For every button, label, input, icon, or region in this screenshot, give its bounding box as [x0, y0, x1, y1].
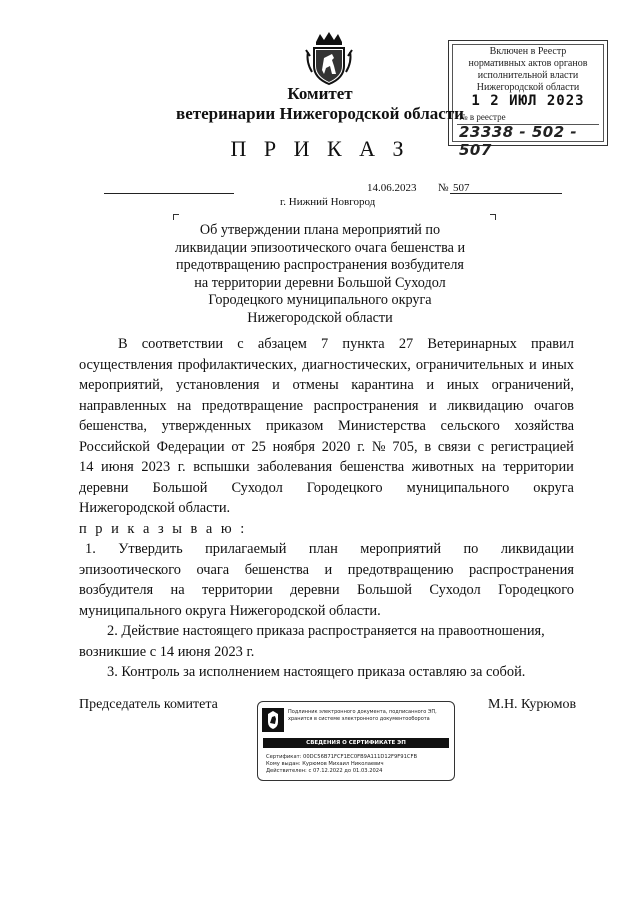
- preamble-line-text-word: 25: [251, 438, 266, 455]
- ecert-cert-value: 00DC56B71FCF1EC0FB9A111D12F9F91CFB: [303, 754, 418, 760]
- preamble-line-text-word: с: [477, 438, 484, 455]
- ecert-cert-row: [266, 754, 417, 761]
- item1-line-text-word: ликвидации: [500, 541, 574, 557]
- order-subject: [150, 222, 490, 328]
- committee-name-line1: Комитет: [287, 84, 353, 103]
- preamble-line: [79, 416, 574, 437]
- subject-line: на территории деревни Большой Суходол: [194, 274, 446, 291]
- preamble-line-text-word: округа: [533, 479, 574, 496]
- preamble-line-text-word: предотвращение: [201, 397, 304, 414]
- ecert-valid-label: Действителен:: [266, 768, 307, 774]
- preamble-line-text-word: отмены: [292, 377, 339, 393]
- item1-line-text-word: возбудителя: [79, 582, 154, 598]
- preamble-line-text-word: Российской: [79, 438, 150, 455]
- city: г. Нижний Новгород: [280, 196, 376, 208]
- preamble-line: [79, 334, 574, 355]
- item1-line: [79, 580, 574, 601]
- item1-line-text-word: 1.: [85, 541, 96, 557]
- preamble-line-text-word: в: [424, 438, 432, 455]
- preamble-line-text-word: г.: [177, 459, 186, 475]
- preamble-line-text-word: №: [371, 438, 386, 455]
- preamble-line: [79, 375, 574, 396]
- preamble-last-line: Нижегородской области.: [79, 500, 231, 516]
- preamble-line-text-word: регистрацией: [490, 438, 574, 455]
- ecert-header: [288, 709, 452, 722]
- bracket-left: [173, 214, 179, 220]
- order-number-label: №: [438, 182, 449, 194]
- signatory-name: М.Н. Курюмов: [488, 697, 577, 712]
- preamble-line-text-word: направленных: [79, 397, 167, 414]
- item3-line: 3. Контроль за исполнением настоящего приказа оставляю за собой.: [107, 664, 526, 680]
- item1-line-text-word: территории: [202, 582, 273, 598]
- preamble-line-text-word: мероприятий,: [79, 377, 164, 393]
- order-number: 507: [453, 182, 470, 194]
- item1-line-text-word: Большой: [356, 582, 412, 598]
- preamble-line-text-word: Городецкого: [306, 479, 383, 496]
- item1-line-text-word: план: [308, 541, 338, 557]
- preamble-line-text-word: деревни: [79, 479, 129, 496]
- ecert-header-line: хранится в системе электронного документооборота: [288, 715, 430, 722]
- ecert-valid-value: с 07.12.2022 до 01.03.2024: [308, 768, 383, 774]
- stamp-line: исполнительной власти: [477, 70, 579, 81]
- preamble-line-text-word: г.: [357, 438, 366, 455]
- bracket-right: [490, 214, 496, 220]
- item1-line-text-word: на: [170, 582, 185, 598]
- item1-line-text-word: очага: [196, 561, 230, 578]
- ecert-owner-label: Кому выдан:: [266, 761, 301, 767]
- preamble-line: [79, 396, 574, 417]
- preamble-line-text-word: ликвидацию: [447, 397, 524, 414]
- preamble-line-text-word: осуществления: [79, 356, 173, 373]
- item2-line: возникшие с 14 июня 2023 г.: [79, 643, 255, 660]
- item1-line-text-word: мероприятий: [360, 541, 442, 557]
- ecert-title-bar: СВЕДЕНИЯ О СЕРТИФИКАТЕ ЭП: [263, 738, 449, 748]
- committee-name-line2: ветеринарии Нижегородской области: [176, 104, 464, 123]
- subject-line: Об утверждении плана мероприятий по: [199, 222, 441, 238]
- preamble-line-text-word: и: [429, 397, 437, 414]
- item2-line: 2. Действие настоящего приказа распространяется на правоотношения,: [107, 623, 545, 639]
- subject-line: Городецкого муниципального округа: [208, 292, 432, 309]
- preamble-line-text-word: заболевания: [257, 459, 333, 475]
- item1-line-text-word: предотвращению: [347, 561, 454, 578]
- item1-line-text-word: по: [463, 541, 479, 557]
- preamble-line-text-word: карантина: [351, 377, 414, 393]
- preamble-line-text-word: сельского: [440, 418, 500, 434]
- preamble-line-text-word: от: [231, 438, 245, 455]
- item1-line: [79, 539, 574, 560]
- preamble-line-text-word: ограничений,: [491, 377, 574, 393]
- preamble-line-text-word: и: [528, 356, 537, 373]
- item1-line: [79, 560, 574, 581]
- preamble-line-text-word: Ветеринарных: [427, 336, 517, 352]
- preamble-line-text-word: на: [177, 397, 192, 414]
- preamble-line-text-word: абзацем: [257, 336, 307, 352]
- order-date: 14.06.2023: [367, 182, 417, 194]
- preamble-line-text-word: и: [272, 377, 280, 393]
- ecert-header-line: Подлинник электронного документа, подписанного ЭП,: [288, 709, 437, 715]
- ecert-owner-value: Курюмов Михаил Николаевич: [302, 761, 384, 767]
- preamble-line-text-word: бешенства: [339, 459, 405, 475]
- preamble-line-text-word: В: [118, 336, 128, 352]
- preamble-line-text-word: на: [481, 459, 496, 475]
- stamp-date: 1 2 ИЮЛ 2023: [471, 93, 585, 109]
- preamble-line-text-word: бешенства,: [79, 418, 147, 434]
- stamp-registry-label: № в реестре: [459, 112, 506, 122]
- preamble-line-text-word: ограничительных: [415, 356, 524, 373]
- stamp-registry-number: 23338 - 502 - 507: [459, 123, 578, 159]
- preamble-line-text-word: 7: [321, 336, 329, 352]
- item1-line-text-word: Утвердить: [118, 541, 183, 557]
- preamble-line-text-word: Суходол: [231, 479, 283, 496]
- stamp-line: Нижегородской области: [476, 82, 580, 93]
- item1-line-text-word: эпизоотического: [79, 561, 181, 578]
- preamble-line-text-word: 705,: [392, 438, 418, 455]
- preamble-line: [79, 457, 574, 478]
- item1-line-text-word: Суходол: [429, 582, 481, 598]
- preamble-line-text-word: приказом: [265, 418, 324, 434]
- preamble-line-text-word: иных: [446, 377, 479, 393]
- preamble-line-text-word: профилактических,: [177, 356, 298, 373]
- preamble-line-text-word: очагов: [533, 397, 574, 414]
- order-word: п р и к а з ы в а ю :: [79, 520, 247, 537]
- preamble-line-text-word: 2020: [321, 438, 351, 455]
- ecert-valid-row: [266, 768, 382, 775]
- item1-line-text-word: и: [324, 561, 333, 578]
- preamble-line: [79, 437, 574, 458]
- preamble-line-text-word: 27: [398, 336, 414, 352]
- item1-line-text-word: распространения: [468, 561, 574, 578]
- item1-last-line: муниципального округа Нижегородской области.: [79, 602, 381, 619]
- preamble-line-text-word: утвержденных: [161, 418, 252, 434]
- preamble-line-text-word: территории: [503, 459, 574, 475]
- e-signature-emblem-icon: [262, 708, 284, 732]
- preamble-line-text-word: июня: [101, 459, 134, 475]
- preamble-line-text-word: 2023: [141, 459, 171, 475]
- preamble-line-text-word: Федерации: [156, 438, 225, 455]
- preamble-line-text-word: соответствии: [141, 336, 224, 352]
- subject-line: Нижегородской области: [247, 309, 393, 326]
- preamble-line: [79, 478, 574, 499]
- preamble-line-text-word: вспышки: [193, 459, 250, 475]
- preamble-line-text-word: муниципального: [406, 479, 510, 496]
- item1-line-text-word: деревни: [290, 582, 340, 598]
- e-signature-certificate: [257, 701, 455, 781]
- preamble-line-text-word: ноября: [272, 438, 315, 455]
- item1-line-text-word: прилагаемый: [205, 541, 287, 557]
- stamp-line: нормативных актов органов: [468, 58, 588, 69]
- preamble-line-text-word: диагностических,: [302, 356, 411, 373]
- document-type: П Р И К А З: [230, 136, 410, 161]
- item1-line-text-word: бешенства: [244, 561, 310, 578]
- signatory-position: Председатель комитета: [79, 697, 218, 712]
- stamp-line: Включен в Реестр: [489, 46, 567, 57]
- ecert-owner-row: [266, 761, 384, 768]
- number-underline: [450, 193, 562, 194]
- item1-line-text-word: Городецкого: [498, 582, 574, 598]
- ecert-cert-label: Сертификат:: [266, 754, 302, 760]
- preamble-line-text-word: иных: [541, 356, 574, 373]
- coat-of-arms-emblem: [302, 30, 356, 86]
- preamble-line-text-word: хозяйства: [514, 418, 574, 434]
- preamble-line-text-word: Министерства: [338, 418, 426, 434]
- subject-line: предотвращению распространения возбудителя: [176, 257, 464, 274]
- preamble-line: [79, 355, 574, 376]
- preamble-line-text-word: пункта: [342, 336, 385, 352]
- preamble-line-text-word: животных: [411, 459, 474, 475]
- preamble-line-text-word: 14: [79, 459, 94, 475]
- preamble-line-text-word: связи: [437, 438, 471, 455]
- preamble-line-text-word: Большой: [152, 479, 208, 496]
- preamble-line-text-word: распространения: [313, 397, 419, 414]
- preamble-line-text-word: установления: [176, 377, 260, 393]
- preamble-line-text-word: правил: [530, 336, 574, 352]
- preamble-line-text-word: и: [426, 377, 435, 393]
- preamble-line-text-word: с: [237, 336, 244, 352]
- date-underline-left: [104, 193, 234, 194]
- order-body: [79, 334, 574, 683]
- subject-line: ликвидации эпизоотического очага бешенства и: [174, 239, 466, 256]
